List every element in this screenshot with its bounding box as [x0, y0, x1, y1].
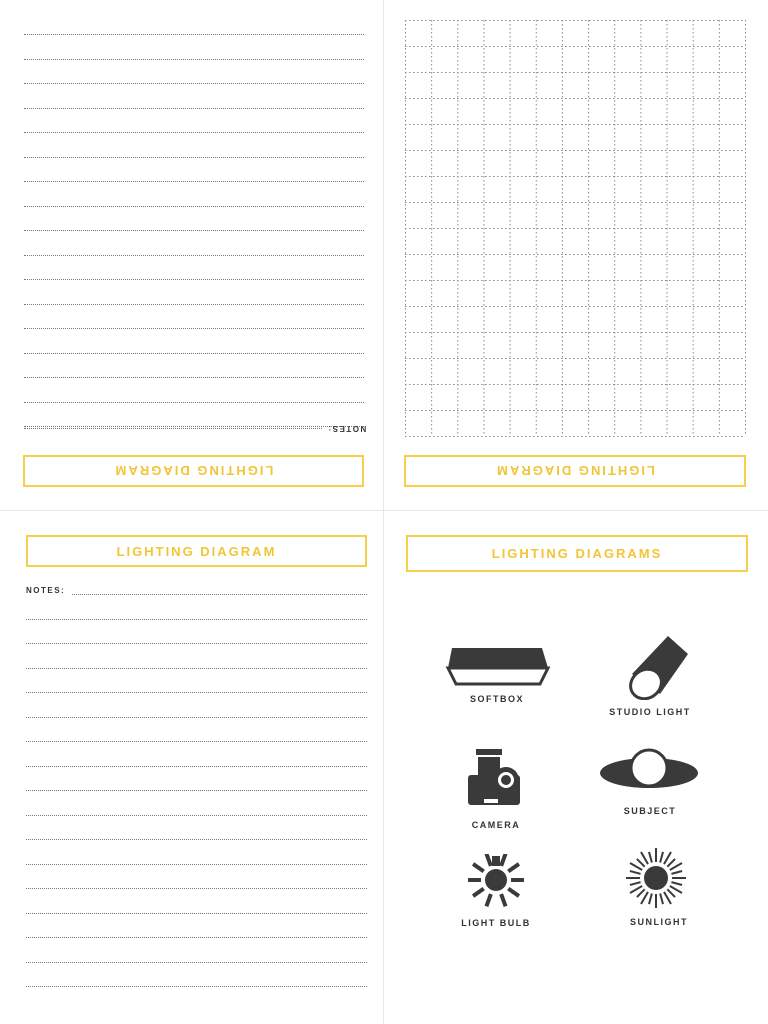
- camera-icon: [466, 749, 524, 807]
- note-line: [24, 108, 364, 109]
- note-line: [24, 402, 364, 403]
- vertical-fold-line: [383, 0, 384, 1024]
- note-line: [72, 594, 367, 595]
- note-line: [26, 937, 367, 938]
- panel-title: LIGHTING DIAGRAM: [116, 543, 277, 559]
- note-line: [26, 668, 367, 669]
- subject-icon: [598, 748, 700, 798]
- panel-title: LIGHTING DIAGRAMS: [491, 546, 663, 561]
- note-line: [26, 864, 367, 865]
- light-bulb-icon: [464, 854, 528, 914]
- camera-label: CAMERA: [471, 820, 521, 830]
- studio-light-icon: [624, 634, 690, 700]
- note-line: [24, 304, 364, 305]
- note-line: [26, 766, 367, 767]
- note-line: [24, 59, 364, 60]
- horizontal-fold-line: [0, 510, 768, 511]
- sunlight-label: SUNLIGHT: [630, 917, 688, 927]
- softbox-icon: [444, 646, 550, 686]
- panel-title: LIGHTING DIAGRAM: [113, 463, 274, 479]
- note-line: [24, 428, 322, 429]
- sunlight-icon: [624, 846, 688, 910]
- note-line: [26, 986, 367, 987]
- note-line: [24, 377, 364, 378]
- panel-title-box: [406, 535, 748, 572]
- notes-label: NOTES:: [327, 424, 367, 433]
- note-line: [24, 206, 364, 207]
- note-line: [26, 839, 367, 840]
- note-line: [26, 913, 367, 914]
- note-line: [26, 962, 367, 963]
- note-line: [24, 353, 364, 354]
- note-line: [26, 643, 367, 644]
- note-line: [24, 328, 364, 329]
- note-line: [26, 619, 367, 620]
- note-line: [24, 181, 364, 182]
- note-line: [26, 888, 367, 889]
- subject-label: SUBJECT: [623, 806, 677, 816]
- diagram-grid: [405, 20, 746, 437]
- note-line: [24, 426, 364, 427]
- note-line: [24, 132, 364, 133]
- note-line: [26, 692, 367, 693]
- panel-title-box: [26, 535, 367, 567]
- light-bulb-label: LIGHT BULB: [461, 918, 531, 928]
- note-line: [26, 717, 367, 718]
- panel-title-box: [404, 455, 746, 487]
- note-line: [26, 815, 367, 816]
- notes-label: NOTES:: [26, 586, 66, 595]
- note-line: [24, 157, 364, 158]
- panel-title: LIGHTING DIAGRAM: [495, 463, 655, 479]
- note-line: [24, 255, 364, 256]
- note-line: [24, 34, 364, 35]
- softbox-label: SOFTBOX: [469, 694, 524, 704]
- note-line: [24, 83, 364, 84]
- note-line: [26, 741, 367, 742]
- studio-light-label: STUDIO LIGHT: [609, 707, 691, 717]
- panel-title-box: [23, 455, 364, 487]
- note-line: [24, 230, 364, 231]
- note-line: [24, 279, 364, 280]
- note-line: [26, 790, 367, 791]
